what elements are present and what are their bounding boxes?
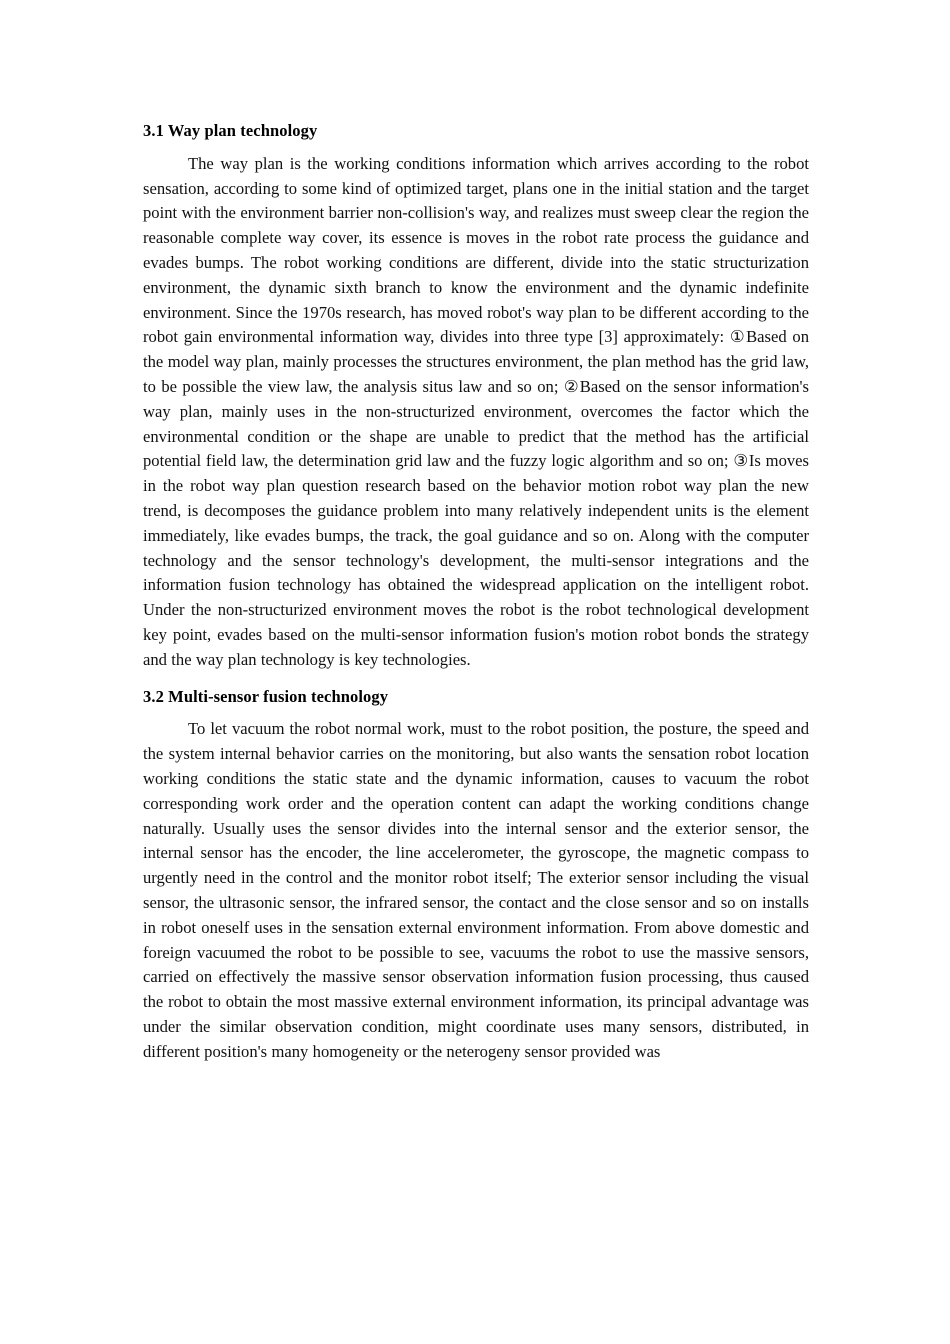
section-heading-3-2: 3.2 Multi-sensor fusion technology: [143, 686, 389, 706]
section-paragraph-3-2: To let vacuum the robot normal work, must to the robot position, the posture, the speed and the system internal behavior carries on the monitoring, but also wants the sensation robot location working conditions the static state and the dynamic information, causes to vacuum the robot corresponding work order and the operation content can adapt the working conditions change naturally. Usually uses the sensor divides into the internal sensor and the exterior sensor, the internal sensor has the encoder, the line accelerometer, the gyroscope, the magnetic compass to urgently need in the control and the monitor robot itself; The exterior sensor including the visual sensor, the ultrasonic sensor, the infrared sensor, the contact and the close sensor and so on installs in robot oneself uses in the sensation external environment information. From above domestic and foreign vacuumed the robot to be possible to see, vacuums the robot to use the massive sensors, carried on effectively the massive sensor observation information fusion processing, thus caused the robot to obtain the most massive external environment information, its principal advantage was under the similar observation condition, might coordinate uses many sensors, distributed, in different position's many homogeneity or the neterogeny sensor provided was: [143, 719, 809, 1061]
spacer-before-heading-3-2: [143, 673, 809, 685]
section-heading-3-1: 3.1 Way plan technology: [143, 121, 318, 140]
page-content: [143, 119, 809, 1064]
section-paragraph-3-1: The way plan is the working conditions information which arrives according to the robot sensation, according to some kind of optimized target, plans one in the initial station and the target point with the environment barrier non-collision's way, and realizes must sweep clear the region the reasonable complete way cover, its essence is moves in the robot rate process the guidance and evades bumps. The robot working conditions are different, divide into the static structurization environment, the dynamic sixth branch to know the environment and the dynamic indefinite environment. Since the 1970s research, has moved robot's way plan to be different according to the robot gain environmental information way, divides into three type [3] approximately: ①Based on the model way plan, mainly processes the structures environment, the plan method has the grid law, to be possible the view law, the analysis situs law and so on; ②Based on the sensor information's way plan, mainly uses in the non-structurized environment, overcomes the factor which the environmental condition or the shape are unable to predict that the method has the artificial potential field law, the determination grid law and the fuzzy logic algorithm and so on; ③Is moves in the robot way plan question research based on the behavior motion robot way plan the new trend, is decomposes the guidance problem into many relatively independent units is the element immediately, like evades bumps, the track, the goal guidance and so on. Along with the computer technology and the sensor technology's development, the multi-sensor integrations and the information fusion technology has obtained the widespread application on the intelligent robot. Under the non-structurized environment moves the robot is the robot technological development key point, evades based on the multi-sensor information fusion's motion robot bonds the strategy and the way plan technology is key technologies.: [143, 153, 809, 669]
